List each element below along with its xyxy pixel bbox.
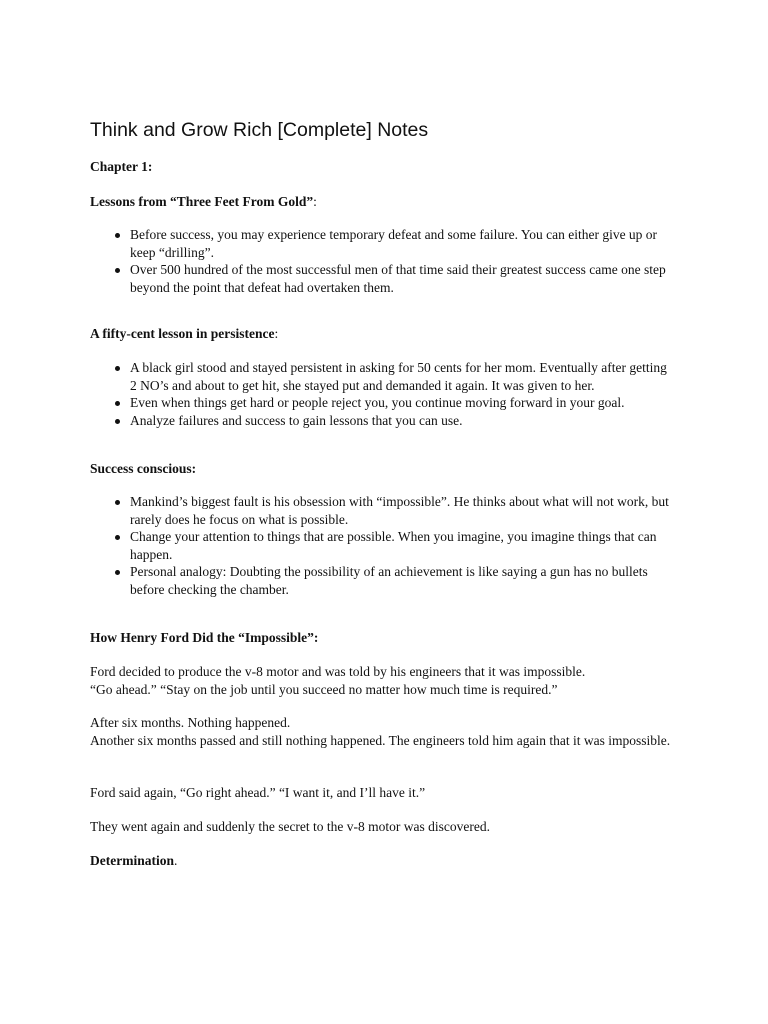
bullet-item: Even when things get hard or people reject you, you continue moving forward in your goal. [90, 394, 680, 412]
section-heading-text: Success conscious: [90, 461, 197, 476]
chapter-heading: Chapter 1: [90, 159, 153, 174]
bullet-item: A black girl stood and stayed persistent in asking for 50 cents for her mom. Eventually after getting 2 NO’s and about to get hit, she stayed put and demanded it again. It was given to her. [90, 359, 680, 394]
closing-word [90, 852, 680, 870]
paragraph-line: Another six months passed and still nothing happened. The engineers told him again that it was impossible. [90, 732, 671, 748]
document-title: Think and Grow Rich [Complete] Notes [90, 119, 429, 141]
section-heading-colon: : [274, 326, 279, 341]
section-heading-henry-ford: How Henry Ford Did the “Impossible”: [90, 630, 319, 645]
bullet-item: Analyze failures and success to gain lessons that you can use. [90, 412, 680, 430]
bullet-item: Personal analogy: Doubting the possibility of an achievement is like saying a gun has no bullets before checking the chamber. [90, 563, 680, 598]
paragraph-secret-discovered [90, 818, 680, 836]
section-heading-text: Lessons from “Three Feet From Gold” [90, 194, 314, 209]
section-heading-success-conscious [90, 460, 680, 478]
closing-word-period: . [173, 853, 178, 868]
paragraph-line: After six months. Nothing happened. [90, 715, 291, 730]
paragraph-ford-decision [90, 663, 680, 698]
section-heading-fifty-cent-lesson [90, 325, 680, 343]
bullet-item: Over 500 hundred of the most successful men of that time said their greatest success came one step beyond the point that defeat had overtaken them. [90, 261, 680, 296]
bullet-item: Mankind’s biggest fault is his obsession with “impossible”. He thinks about what will not work, but rarely does he focus on what is possible. [90, 493, 680, 528]
section-heading-text: A fifty-cent lesson in persistence [90, 326, 275, 341]
document-page [90, 0, 680, 1024]
paragraph-line: Ford decided to produce the v-8 motor and was told by his engineers that it was impossible. [90, 664, 586, 679]
paragraph-ford-said-again [90, 784, 680, 802]
bullet-item: Before success, you may experience temporary defeat and some failure. You can either give up or keep “drilling”. [90, 226, 680, 261]
bullet-list-three-feet-from-gold [90, 226, 680, 296]
paragraph-line: They went again and suddenly the secret to the v-8 motor was discovered. [90, 819, 491, 834]
bullet-list-fifty-cent-lesson [90, 359, 680, 429]
closing-word-bold: Determination [90, 853, 174, 868]
bullet-item: Change your attention to things that are possible. When you imagine, you imagine things that can happen. [90, 528, 680, 563]
section-heading-three-feet-from-gold [90, 193, 680, 211]
bullet-list-success-conscious [90, 493, 680, 598]
paragraph-line: “Go ahead.” “Stay on the job until you succeed no matter how much time is required.” [90, 681, 558, 697]
section-heading-colon: : [313, 194, 317, 209]
paragraph-line: Ford said again, “Go right ahead.” “I want it, and I’ll have it.” [90, 785, 426, 800]
paragraph-six-months [90, 714, 680, 749]
